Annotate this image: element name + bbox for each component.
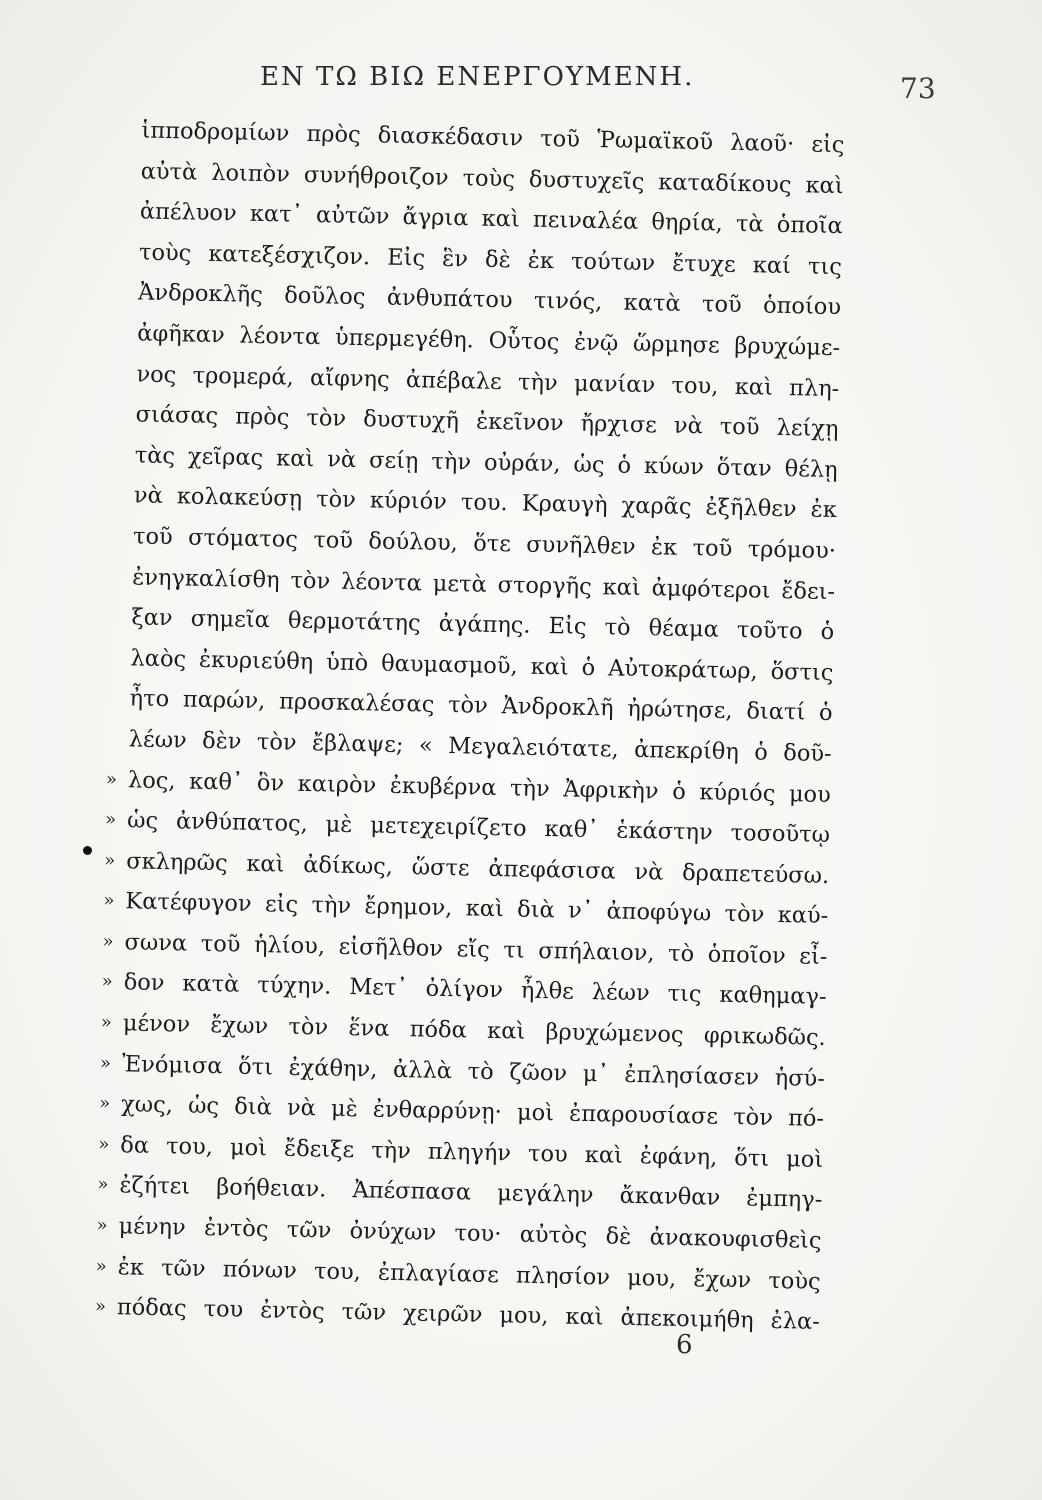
quote-mark	[111, 475, 134, 516]
quote-mark	[116, 272, 139, 313]
quote-mark	[113, 394, 136, 435]
quote-mark: »	[104, 808, 117, 831]
line-text: δα του, μοὶ ἔδειξε τὴν πληγήν του καὶ ἐφάνη, ὅτι μοὶ	[120, 1132, 824, 1173]
quote-mark: »	[104, 849, 116, 871]
body-text	[94, 110, 844, 1343]
line-text: αὐτὰ λοιπὸν συνήθροιζον τοὺς δυστυχεῖς καταδίκους καὶ	[140, 158, 844, 199]
running-title: ΕΝ ΤΩ ΒΙΩ ΕΝΕΡΓΟΥΜΕΝΗ.	[260, 62, 695, 92]
line-text: δον κατὰ τύχην. Μετ᾽ ὀλίγον ἦλθε λέων τις καθημαγ-	[123, 969, 827, 1011]
quote-mark: »	[98, 1133, 110, 1155]
quote-mark	[111, 516, 134, 557]
line-text: λαὸς ἐκυριεύθη ὑπὸ θαυμασμοῦ, καὶ ὁ Αὐτοκράτωρ, ὅστις	[130, 645, 834, 686]
line-text: ξαν σημεῖα θερμοτάτης ἀγάπης. Εἰς τὸ θέαμα τοῦτο ὁ	[131, 604, 835, 646]
line-text: μένον ἔχων τὸν ἕνα πόδα καὶ βρυχώμενος φρικωδῶς.	[122, 1010, 826, 1052]
quote-mark	[109, 597, 132, 638]
line-text: ἀπέλυον κατ᾽ αὐτῶν ἄγρια καὶ πειναλέα θηρία, τὰ ὁποῖα	[139, 198, 843, 240]
quote-mark: »	[95, 1255, 108, 1277]
line-text: λος, καθ᾽ ὃν καιρὸν ἐκυβέρνα τὴν Ἀφρικὴν ὁ κύριός μου	[127, 766, 832, 808]
page-number: 73	[900, 72, 936, 105]
quote-mark: »	[101, 971, 113, 993]
line-text: τοῦ στόματος τοῦ δούλου, ὅτε συνῆλθεν ἐκ τοῦ τρόμου·	[132, 523, 837, 565]
quote-mark	[107, 678, 130, 719]
quote-mark: »	[105, 768, 118, 790]
quote-mark	[110, 556, 133, 597]
line-text: ἀφῆκαν λέοντα ὑπερμεγέθη. Οὗτος ἐνῷ ὥρμησε βρυχώμε-	[137, 320, 841, 362]
quote-mark	[112, 435, 135, 476]
quote-mark	[115, 313, 138, 354]
quote-mark	[119, 110, 142, 151]
quote-mark	[108, 638, 131, 679]
line-text: ἦτο παρών, προσκαλέσας τὸν Ἀνδροκλῆ ἠρώτησε, διατί ὁ	[129, 685, 833, 727]
line-text: ἐζήτει βοήθειαν. Ἀπέσπασα μεγάλην ἄκανθαν ἐμπηγ-	[119, 1172, 823, 1214]
line-text: Ἀνδροκλῆς δοῦλος ἀνθυπάτου τινός, κατὰ τοῦ ὁποίου	[137, 279, 842, 321]
line-text: τοὺς κατεξέσχιζον. Εἰς ἓν δὲ ἐκ τούτων ἔτυχε καί τις	[138, 239, 843, 280]
quote-mark: »	[100, 1011, 113, 1034]
quote-mark	[106, 719, 129, 760]
quote-mark	[118, 151, 141, 192]
line-text: μένην ἐντὸς τῶν ὀνύχων του· αὐτὸς δὲ ἀνακουφισθεὶς	[118, 1213, 822, 1254]
line-text: σκληρῶς καὶ ἀδίκως, ὥστε ἀπεφάσισα νὰ δραπετεύσω.	[126, 847, 830, 889]
quote-mark	[114, 354, 137, 395]
line-text: τὰς χεῖρας καὶ νὰ σείῃ τὴν οὐράν, ὡς ὁ κύων ὅταν θέλῃ	[134, 442, 838, 483]
quote-mark: »	[96, 1214, 108, 1237]
line-text: ἱπποδρομίων πρὸς διασκέδασιν τοῦ Ῥωμαϊκοῦ λαοῦ· εἰς	[141, 117, 845, 159]
quote-mark: »	[94, 1295, 107, 1318]
quote-mark: »	[102, 930, 114, 952]
quote-mark: »	[97, 1174, 109, 1196]
quote-mark: »	[98, 1093, 111, 1115]
line-text: σωνα τοῦ ἡλίου, εἰσῆλθον εἴς τι σπήλαιον, τὸ ὁποῖον εἶ-	[124, 929, 828, 970]
quote-mark: »	[99, 1052, 112, 1074]
line-text: ἐκ τῶν πόνων του, ἐπλαγίασε πλησίον μου, ἔχων τοὺς	[117, 1253, 821, 1295]
line-text: χως, ὡς διὰ νὰ μὲ ἐνθαρρύνῃ· μοὶ ἐπαρουσίασε τὸν πό-	[120, 1091, 825, 1133]
line-text: λέων δὲν τὸν ἔβλαψε; « Μεγαλειότατε, ἀπεκρίθη ὁ δοῦ-	[128, 726, 832, 767]
line-text: σιάσας πρὸς τὸν δυστυχῆ ἐκεῖνον ἤρχισε νὰ τοῦ λείχῃ	[135, 401, 839, 443]
signature-mark: 6	[676, 1330, 693, 1360]
line-text: Κατέφυγον εἰς τὴν ἔρημον, καὶ διὰ ν᾽ ἀποφύγω τὸν καύ-	[125, 888, 829, 930]
line-text: Ἐνόμισα ὅτι ἐχάθην, ἀλλὰ τὸ ζῶον μ᾽ ἐπλησίασεν ἡσύ-	[121, 1050, 826, 1092]
margin-ink-dot	[83, 846, 92, 855]
line-text: πόδας του ἐντὸς τῶν χειρῶν μου, καὶ ἀπεκοιμήθη ἐλα-	[116, 1294, 821, 1336]
line-text: νος τρομερά, αἴφνης ἀπέβαλε τὴν μανίαν του, καὶ πλη-	[136, 360, 840, 402]
quote-mark	[117, 191, 140, 232]
line-text: νὰ κολακεύσῃ τὸν κύριόν του. Κραυγὴ χαρᾶς ἐξῆλθεν ἐκ	[133, 482, 838, 524]
line-text: ἐνηγκαλίσθη τὸν λέοντα μετὰ στοργῆς καὶ ἀμφότεροι ἔδει-	[131, 563, 836, 605]
quote-mark	[117, 232, 140, 273]
line-text: ὡς ἀνθύπατος, μὲ μετεχειρίζετο καθ᾽ ἑκάστην τοσοῦτῳ	[126, 807, 831, 849]
quote-mark: »	[103, 890, 115, 912]
